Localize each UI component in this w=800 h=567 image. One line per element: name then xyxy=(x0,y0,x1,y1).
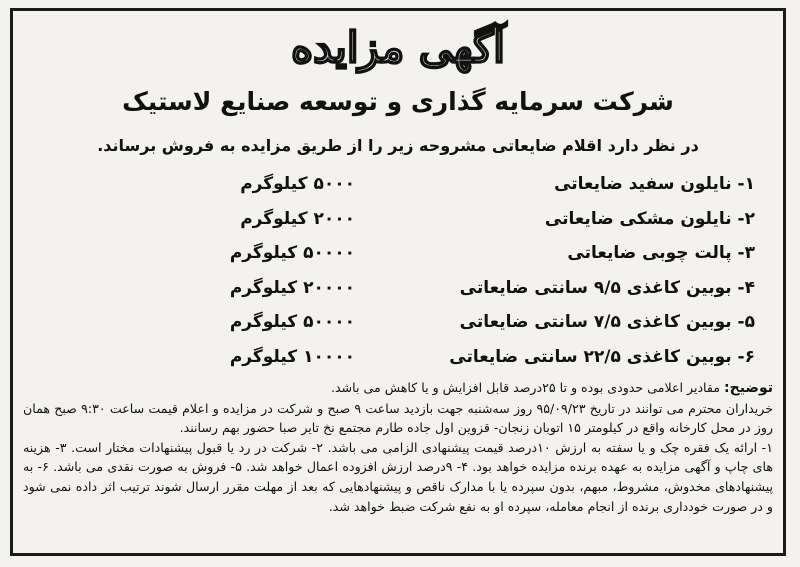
list-item xyxy=(215,271,755,306)
notes-paragraph-visit: خریداران محترم می توانند در تاریخ ۹۵/۰۹/۲۳ روز سه‌شنبه جهت بازدید ساعت ۹ صبح و شرکت در مزایده و اعلام قیمت ساعت ۹:۳۰ صبح همان روز در محل کارخانه واقع در کیلومتر ۱۵ اتوبان زنجان- قزوین اول جاده طارم مجتمع نخ تایر صبا حضور بهم رسانند. xyxy=(23,400,773,436)
items-list xyxy=(215,167,755,374)
list-item xyxy=(215,340,755,375)
ad-banner-title: آگهی مزایده xyxy=(291,23,505,72)
list-item xyxy=(215,167,755,202)
company-name: شرکت سرمایه گذاری و توسعه صنایع لاستیک xyxy=(122,87,674,116)
item-quantity: ۵۰۰۰ کیلوگرم xyxy=(240,174,355,195)
notes-line1-text: مقادیر اعلامی حدودی بوده و تا ۲۵درصد قابل افزایش و یا کاهش می باشد. xyxy=(330,380,721,395)
item-quantity: ۱۰۰۰۰ کیلوگرم xyxy=(229,346,355,367)
item-name: ۶- بوبین کاغذی ۲۲/۵ سانتی ضایعاتی xyxy=(449,346,755,367)
item-name: ۲- نایلون مشکی ضایعاتی xyxy=(544,208,755,229)
list-item xyxy=(215,305,755,340)
item-name: ۳- پالت چوبی ضایعاتی xyxy=(567,243,755,264)
item-quantity: ۵۰۰۰۰ کیلوگرم xyxy=(229,243,355,264)
notes-paragraph-terms: ۱- ارائه یک فقره چک و یا سفته به ارزش ۱۰درصد قیمت پیشنهادی الزامی می باشد. ۲- شرکت در رد یا قبول پیشنهادات مختار است. ۳- هزینه های چاپ و آگهی مزایده به عهده برنده مزایده خواهد بود. ۴- ۹درصد ارزش افزوده اعمال خواهد شد. ۵- فروش به صورت نقدی می باشد. ۶- به پیشنهادهای مخدوش، مشروط، مبهم، بدون سپرده یا با مدارک ناقص و پیشنهادهایی که بعد از مهلت مقرر ارسال شوند ترتیب اثر داده نمی شود و در صورت خودداری برنده از انجام معامله، سپرده او به نفع شرکت ضبط خواهد شد. xyxy=(23,439,773,514)
list-item xyxy=(215,202,755,237)
list-item xyxy=(215,236,755,271)
item-quantity: ۲۰۰۰۰ کیلوگرم xyxy=(229,277,355,298)
notes-label: توضیح: xyxy=(724,380,773,396)
notes-line-1 xyxy=(23,378,773,399)
ad-frame xyxy=(10,8,786,556)
intro-text: در نظر دارد اقلام ضایعاتی مشروحه زیر را از طریق مزایده به فروش برساند. xyxy=(97,136,699,155)
item-quantity: ۵۰۰۰۰ کیلوگرم xyxy=(229,312,355,333)
item-quantity: ۲۰۰۰ کیلوگرم xyxy=(240,208,355,229)
item-name: ۴- بوبین کاغذی ۹/۵ سانتی ضایعاتی xyxy=(459,277,755,298)
item-name: ۱- نایلون سفید ضایعاتی xyxy=(554,174,755,195)
notes-section xyxy=(23,378,773,516)
item-name: ۵- بوبین کاغذی ۷/۵ سانتی ضایعاتی xyxy=(459,312,755,333)
